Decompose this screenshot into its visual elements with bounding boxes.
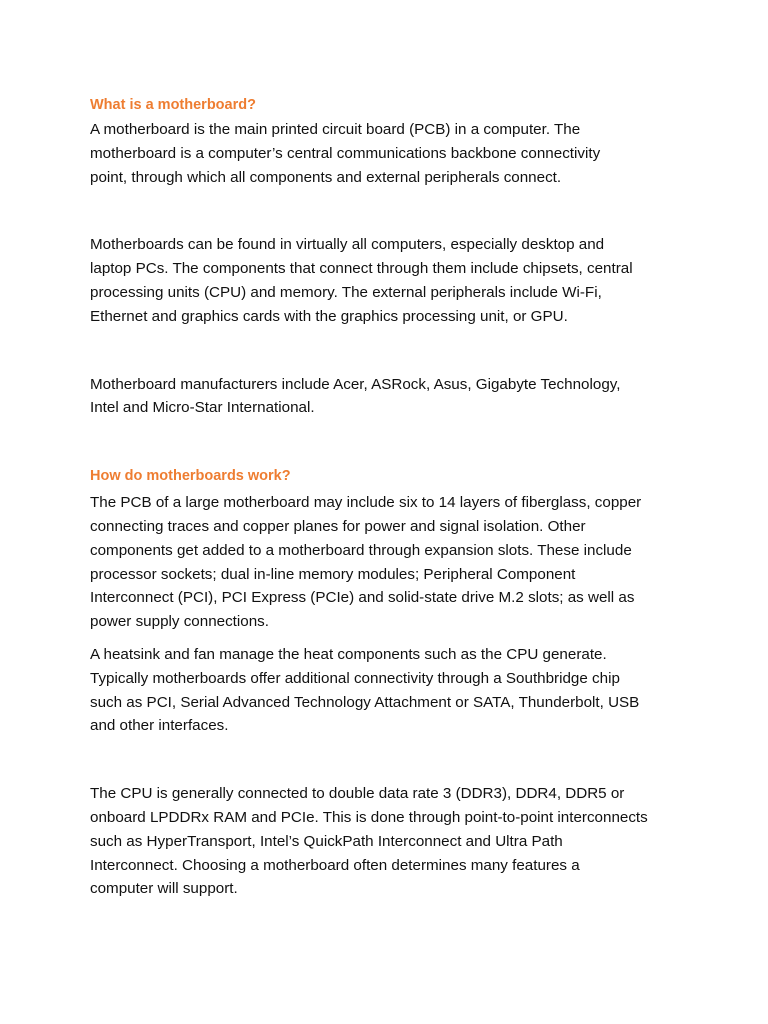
text-line: processor sockets; dual in-line memory modules; Peripheral Component — [90, 565, 576, 583]
text-line: components get added to a motherboard through expansion slots. These include — [90, 541, 632, 559]
text-line: A heatsink and fan manage the heat components such as the CPU generate. — [90, 645, 607, 663]
paragraph-where-found — [90, 233, 710, 328]
text-line: Ethernet and graphics cards with the graphics processing unit, or GPU. — [90, 307, 568, 325]
paragraph-pcb-layers — [90, 491, 710, 634]
text-line: Typically motherboards offer additional connectivity through a Southbridge chip — [90, 669, 620, 687]
paragraph-cpu-connections — [90, 782, 710, 901]
text-line: connecting traces and copper planes for power and signal isolation. Other — [90, 517, 586, 535]
text-line: motherboard is a computer’s central communications backbone connectivity — [90, 144, 601, 162]
text-line: laptop PCs. The components that connect through them include chipsets, central — [90, 260, 633, 278]
text-line: The PCB of a large motherboard may include six to 14 layers of fiberglass, copper — [90, 494, 642, 512]
heading-what-is-a-motherboard: What is a motherboard? — [90, 97, 256, 113]
heading-how-do-motherboards-work: How do motherboards work? — [90, 468, 291, 485]
paragraph-definition — [90, 118, 710, 189]
text-line: The CPU is generally connected to double data rate 3 (DDR3), DDR4, DDR5 or — [90, 785, 625, 803]
text-line: computer will support. — [90, 880, 238, 898]
paragraph-heatsink — [90, 643, 710, 738]
paragraph-manufacturers — [90, 373, 710, 421]
text-line: point, through which all components and external peripherals connect. — [90, 168, 562, 186]
text-line: power supply connections. — [90, 613, 269, 631]
text-line: Intel and Micro-Star International. — [90, 399, 315, 417]
text-line: Motherboards can be found in virtually all computers, especially desktop and — [90, 236, 605, 254]
text-line: and other interfaces. — [90, 717, 229, 735]
document-body — [90, 88, 710, 901]
text-line: Interconnect (PCI), PCI Express (PCIe) and solid-state drive M.2 slots; as well as — [90, 589, 635, 607]
text-line: Interconnect. Choosing a motherboard often determines many features a — [90, 856, 580, 874]
text-line: such as PCI, Serial Advanced Technology Attachment or SATA, Thunderbolt, USB — [90, 693, 640, 711]
text-line: processing units (CPU) and memory. The external peripherals include Wi-Fi, — [90, 283, 602, 301]
text-line: Motherboard manufacturers include Acer, ASRock, Asus, Gigabyte Technology, — [90, 375, 621, 393]
text-line: onboard LPDDRx RAM and PCIe. This is done through point-to-point interconnects — [90, 808, 648, 826]
text-line: A motherboard is the main printed circuit board (PCB) in a computer. The — [90, 121, 581, 138]
text-line: such as HyperTransport, Intel’s QuickPath Interconnect and Ultra Path — [90, 832, 563, 850]
